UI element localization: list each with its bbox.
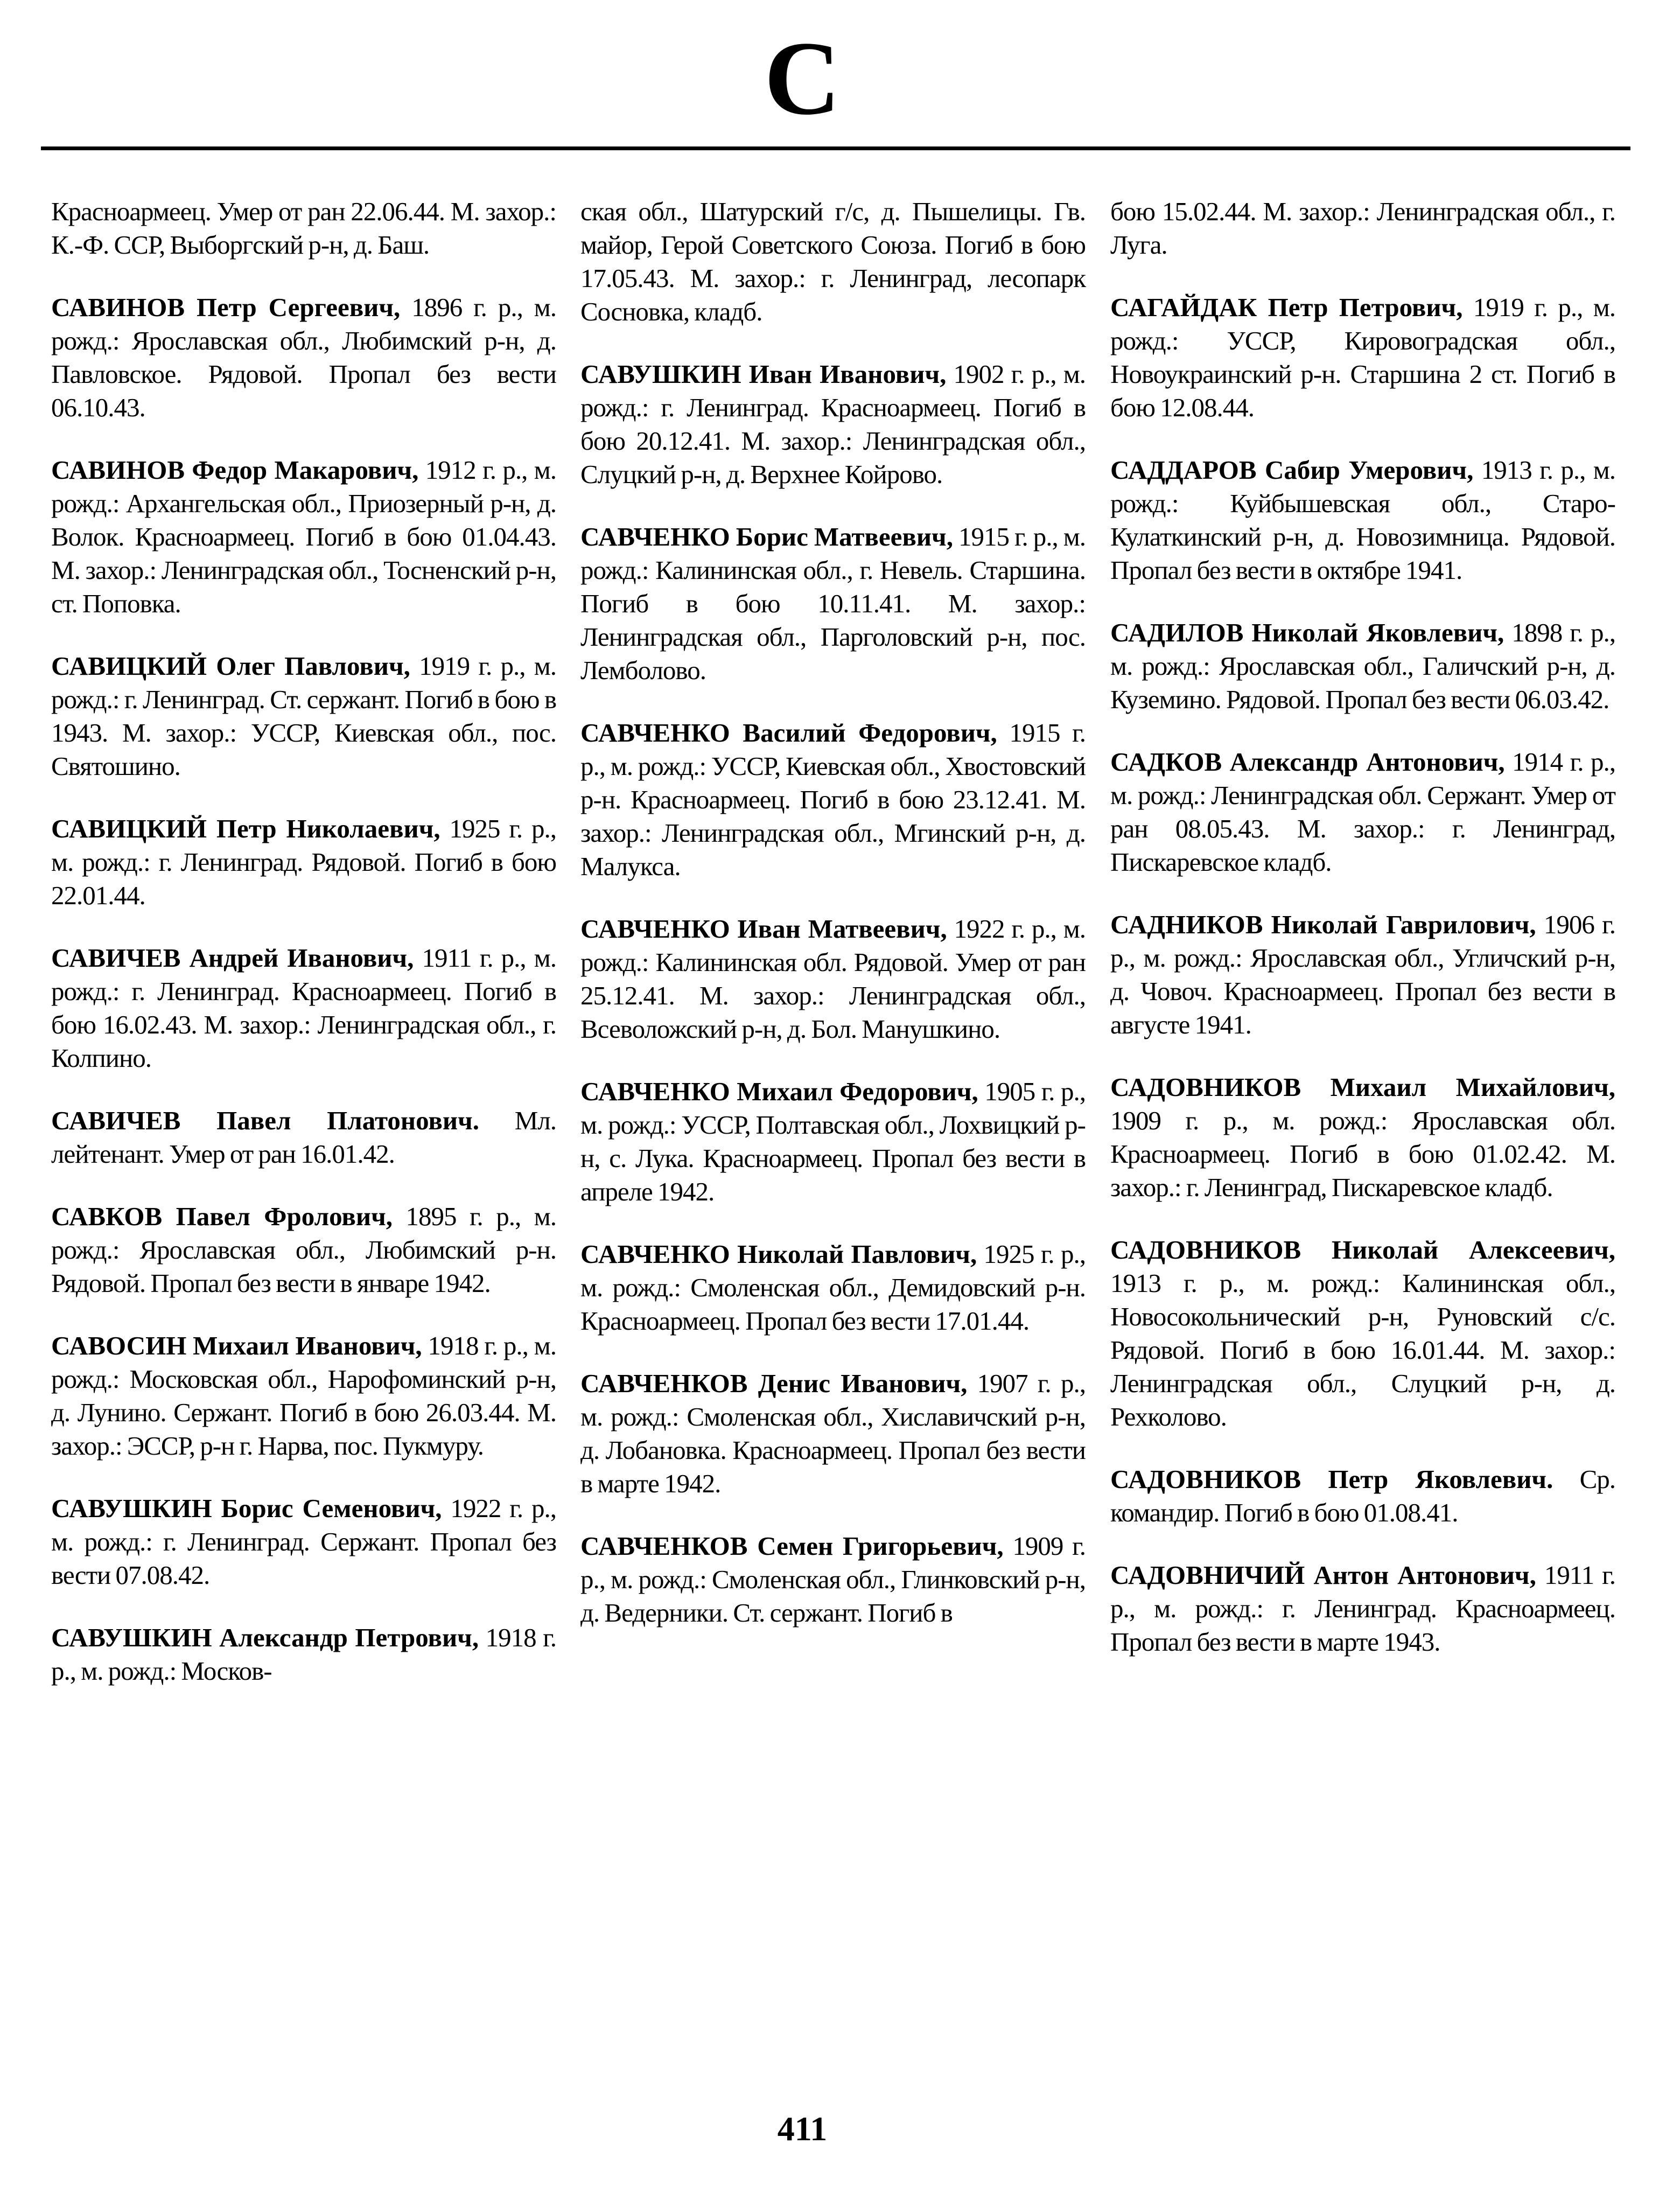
memorial-entry: САВИЧЕВ Андрей Иванович, 1911 г. р., м. рожд.: г. Ленинград. Красноармеец. Погиб в бою 16.02.43. М. захор.: Ленинградская обл., г. Колпино. bbox=[51, 943, 556, 1073]
entry-person-name: САВИЦКИЙ Петр Николаевич, bbox=[51, 814, 440, 843]
entry-person-name: САДОВНИКОВ Петр Яковлевич. bbox=[1110, 1464, 1553, 1494]
entry-person-name: САВУШКИН Борис Семенович, bbox=[51, 1493, 442, 1523]
memorial-entry: САДОВНИКОВ Петр Яковлевич. Ср. командир. Погиб в бою 01.08.41. bbox=[1110, 1464, 1616, 1527]
entry-person-name: САВУШКИН Иван Иванович, bbox=[580, 359, 947, 389]
memorial-entry: САДКОВ Александр Антонович, 1914 г. р., м. рожд.: Ленинградская обл. Сержант. Умер от ран 08.05.43. М. захор.: г. Ленинград, Пискаревское кладб. bbox=[1110, 747, 1615, 877]
memorial-entry: Красноармеец. Умер от ран 22.06.44. М. захор.: К.-Ф. ССР, Выборгский р-н, д. Баш. bbox=[51, 197, 556, 260]
memorial-entry: САВЧЕНКО Борис Матвеевич, 1915 г. р., м. рожд.: Калининская обл., г. Невель. Старшина. Погиб в бою 10.11.41. М. захор.: Ленинградская обл., Парголовский р-н, пос. Лемболово. bbox=[580, 522, 1086, 685]
entry-person-name: САДИЛОВ Николай Яковлевич, bbox=[1110, 618, 1504, 647]
entry-person-name: САВЧЕНКОВ Денис Иванович, bbox=[580, 1368, 968, 1398]
memorial-entry: САДДАРОВ Сабир Умерович, 1913 г. р., м. рожд.: Куйбышевская обл., Старо-Кулаткинский р-н, д. Новозимница. Рядовой. Пропал без вести в октябре 1941. bbox=[1110, 455, 1615, 585]
entry-person-name: САВЧЕНКО Василий Федорович, bbox=[580, 718, 997, 748]
memorial-entry: САВУШКИН Иван Иванович, 1902 г. р., м. рожд.: г. Ленинград. Красноармеец. Погиб в бою 20.12.41. М. захор.: Ленинградская обл., Слуцкий р-н, д. Верхнее Койрово. bbox=[580, 359, 1086, 489]
entry-person-name: САВИНОВ Петр Сергеевич, bbox=[51, 292, 401, 322]
memorial-entry: САВИНОВ Петр Сергеевич, 1896 г. р., м. рожд.: Ярославская обл., Любимский р-н, д. Павловское. Рядовой. Пропал без вести 06.10.43. bbox=[51, 292, 556, 422]
entry-person-name: САДОВНИКОВ Николай Алексеевич, bbox=[1110, 1235, 1615, 1265]
entry-person-name: САВЧЕНКО Николай Павлович, bbox=[580, 1239, 977, 1269]
header-rule bbox=[41, 146, 1630, 150]
text-column-1 bbox=[51, 195, 556, 1717]
memorial-entry: САВУШКИН Александр Петрович, 1918 г. р., м. рожд.: Москов- bbox=[51, 1623, 557, 1686]
memorial-entry: САВИЦКИЙ Олег Павлович, 1919 г. р., м. рожд.: г. Ленинград. Ст. сержант. Погиб в бою в 1943. М. захор.: УССР, Киевская обл., пос. Святошино. bbox=[51, 651, 556, 781]
entry-person-name: САВЧЕНКОВ Семен Григорьевич, bbox=[580, 1531, 1004, 1561]
memorial-entry: САВЧЕНКОВ Семен Григорьевич, 1909 г. р., м. рожд.: Смоленская обл., Глинковский р-н, д. Ведерники. Ст. сержант. Погиб в bbox=[580, 1531, 1086, 1628]
memorial-entry: бою 15.02.44. М. захор.: Ленинградская обл., г. Луга. bbox=[1110, 197, 1615, 260]
entry-person-name: САВЧЕНКО Борис Матвеевич, bbox=[580, 522, 953, 551]
entry-person-name: САДОВНИКОВ Михаил Михайлович, bbox=[1110, 1072, 1615, 1102]
memorial-entry: САВЧЕНКО Михаил Федорович, 1905 г. р., м. рожд.: УССР, Полтавская обл., Лохвицкий р-н, с. Лука. Красноармеец. Пропал без вести в апреле 1942. bbox=[580, 1077, 1086, 1206]
memorial-entry: ская обл., Шатурский г/с, д. Пышелицы. Гв. майор, Герой Советского Союза. Погиб в бою 17.05.43. М. захор.: г. Ленинград, лесопарк Сосновка, кладб. bbox=[580, 197, 1086, 326]
section-letter-heading: С bbox=[764, 20, 841, 137]
memorial-entry: САВЧЕНКО Николай Павлович, 1925 г. р., м. рожд.: Смоленская обл., Демидовский р-н. Красноармеец. Пропал без вести 17.01.44. bbox=[580, 1239, 1086, 1336]
entry-person-name: САДОВНИЧИЙ Антон Антонович, bbox=[1110, 1560, 1536, 1590]
entry-person-name: САВУШКИН Александр Петрович, bbox=[51, 1623, 479, 1652]
memorial-entry: САДОВНИЧИЙ Антон Антонович, 1911 г. р., м. рожд.: г. Ленинград. Красноармеец. Пропал без вести в марте 1943. bbox=[1110, 1560, 1615, 1657]
memorial-entry: САДИЛОВ Николай Яковлевич, 1898 г. р., м. рожд.: Ярославская обл., Галичский р-н, д. Куземино. Рядовой. Пропал без вести 06.03.42. bbox=[1110, 618, 1615, 714]
text-column-3 bbox=[1110, 195, 1615, 1688]
memorial-entry: САДНИКОВ Николай Гаврилович, 1906 г. р., м. рожд.: Ярославская обл., Угличский р-н, д. Човоч. Красноармеец. Пропал без вести в августе 1941. bbox=[1110, 910, 1615, 1039]
memorial-entry: САВИНОВ Федор Макарович, 1912 г. р., м. рожд.: Архангельская обл., Приозерный р-н, д. Волок. Красноармеец. Погиб в бою 01.04.43. М. захор.: Ленинградская обл., Тосненский р-н, ст. Поповка. bbox=[51, 455, 556, 618]
memorial-entry: САВИЦКИЙ Петр Николаевич, 1925 г. р., м. рожд.: г. Ленинград. Рядовой. Погиб в бою 22.01.44. bbox=[51, 814, 557, 910]
memorial-entry: САВЧЕНКО Иван Матвеевич, 1922 г. р., м. рожд.: Калининская обл. Рядовой. Умер от ран 25.12.41. М. захор.: Ленинградская обл., Всеволожский р-н, д. Бол. Манушкино. bbox=[580, 914, 1086, 1044]
memorial-entry: САВКОВ Павел Фролович, 1895 г. р., м. рожд.: Ярославская обл., Любимский р-н. Рядовой. Пропал без вести в январе 1942. bbox=[51, 1202, 556, 1298]
page-number: 411 bbox=[777, 2110, 828, 2148]
entry-person-name: САВКОВ Павел Фролович, bbox=[51, 1202, 393, 1231]
entry-person-name: САДДАРОВ Сабир Умерович, bbox=[1110, 455, 1474, 485]
entry-person-name: САВИЧЕВ Павел Платонович. bbox=[51, 1106, 480, 1135]
entry-person-name: САВЧЕНКО Михаил Федорович, bbox=[580, 1077, 978, 1106]
entry-person-name: САВИЦКИЙ Олег Павлович, bbox=[51, 651, 410, 681]
entry-person-name: САВОСИН Михаил Иванович, bbox=[51, 1331, 422, 1360]
memorial-entry: САВУШКИН Борис Семенович, 1922 г. р., м. рожд.: г. Ленинград. Сержант. Пропал без вести 07.08.42. bbox=[51, 1493, 556, 1590]
memorial-entry: САДОВНИКОВ Николай Алексеевич, 1913 г. р., м. рожд.: Калининская обл., Новосокольнический р-н, Руновский с/с. Рядовой. Погиб в бою 16.01.44. М. захор.: Ленинградская обл., Слуцкий р-н, д. Рехколово. bbox=[1110, 1235, 1615, 1431]
memorial-entry: САВИЧЕВ Павел Платонович. Мл. лейтенант. Умер от ран 16.01.42. bbox=[51, 1106, 556, 1169]
memorial-entry: САВЧЕНКО Василий Федорович, 1915 г. р., м. рожд.: УССР, Киевская обл., Хвостовский р-н. Красноармеец. Погиб в бою 23.12.41. М. захор.: Ленинградская обл., Мгинский р-н, д. Малукса. bbox=[580, 718, 1086, 881]
entry-person-name: САГАЙДАК Петр Петрович, bbox=[1110, 292, 1463, 322]
memorial-entry: САВЧЕНКОВ Денис Иванович, 1907 г. р., м. рожд.: Смоленская обл., Хиславичский р-н, д. Лобановка. Красноармеец. Пропал без вести в марте 1942. bbox=[580, 1368, 1086, 1498]
entry-person-name: САВИЧЕВ Андрей Иванович, bbox=[51, 943, 414, 973]
memorial-entry: САГАЙДАК Петр Петрович, 1919 г. р., м. рожд.: УССР, Кировоградская обл., Новоукраинский р-н. Старшина 2 ст. Погиб в бою 12.08.44. bbox=[1110, 292, 1615, 422]
memorial-entry: САДОВНИКОВ Михаил Михайлович, 1909 г. р., м. рожд.: Ярославская обл. Красноармеец. Погиб в бою 01.02.42. М. захор.: г. Ленинград, Пискаревское кладб. bbox=[1110, 1072, 1615, 1202]
text-column-2 bbox=[580, 195, 1086, 1659]
entry-person-name: САДНИКОВ Николай Гаврилович, bbox=[1110, 910, 1536, 939]
entry-person-name: САВЧЕНКО Иван Матвеевич, bbox=[580, 914, 947, 944]
memorial-entry: САВОСИН Михаил Иванович, 1918 г. р., м. рожд.: Московская обл., Нарофоминский р-н, д. Лунино. Сержант. Погиб в бою 26.03.44. М. захор.: ЭССР, р-н г. Нарва, пос. Пукмуру. bbox=[51, 1331, 556, 1461]
entry-person-name: САДКОВ Александр Антонович, bbox=[1110, 747, 1505, 777]
entry-person-name: САВИНОВ Федор Макарович, bbox=[51, 455, 419, 485]
